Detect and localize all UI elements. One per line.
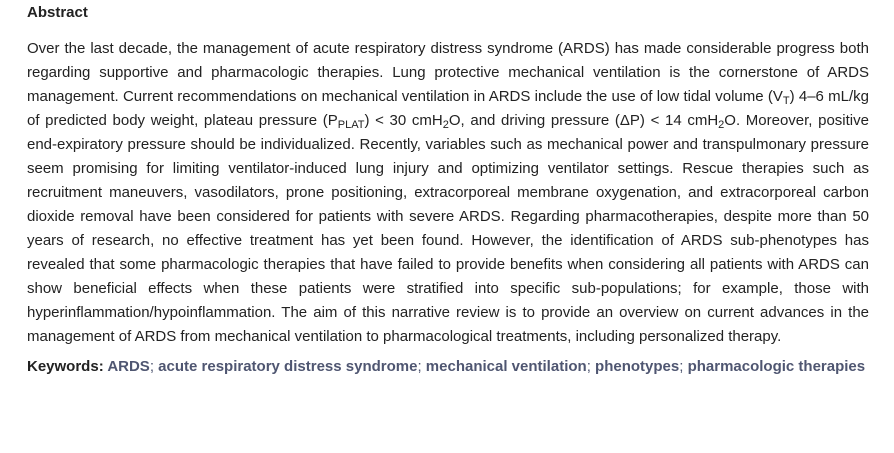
abstract-text-part-2: ) 4–6 mL/kg of predicted body weight, plateau pressure (P	[27, 88, 869, 129]
keyword-link-phenotypes[interactable]: phenotypes	[595, 358, 680, 375]
abstract-text-part-5: O. Moreover, positive end-expiratory pressure should be individualized. Recently, variables such as mechanical power and transpulmonary pressure seem promising for limiting ventilator-induced lung injury and optimizing ventilator settings. Rescue therapies such as recruitment maneuvers, vasodilators, prone positioning, extracorporeal membrane oxygenation, and extracorporeal carbon dioxide removal have been considered for patients with severe ARDS. Regarding pharmacotherapies, despite more than 50 years of research, no effective treatment has yet been found. However, the identification of ARDS sub-phenotypes has revealed that some pharmacologic therapies that have failed to provide benefits when considering all patients with ARDS can show beneficial effects when these patients were stratified into specific sub-populations; for example, those with hyperinflammation/hypoinflammation. The aim of this narrative review is to provide an overview on current advances in the management of ARDS from mechanical ventilation to pharmacological treatments, including personalized therapy.	[27, 112, 869, 345]
abstract-text-part-3: ) < 30 cmH	[364, 112, 443, 129]
abstract-text	[27, 37, 869, 349]
keyword-separator: ;	[417, 358, 422, 375]
abstract-heading: Abstract	[27, 4, 88, 21]
keyword-link-pharmacologic-therapies[interactable]: pharmacologic therapies	[687, 358, 866, 375]
keyword-link-acute-respiratory-distress-syndrome[interactable]: acute respiratory distress syndrome	[158, 358, 418, 375]
keyword-link-mechanical-ventilation[interactable]: mechanical ventilation	[425, 358, 587, 375]
keyword-separator: ;	[149, 358, 154, 375]
subscript-2a: 2	[442, 119, 449, 131]
keyword-link-ards[interactable]: ARDS	[107, 358, 150, 375]
keyword-separator: ;	[586, 358, 591, 375]
subscript-2b: 2	[718, 119, 725, 131]
subscript-t: T	[782, 95, 790, 107]
keywords-line	[27, 355, 869, 379]
keyword-separator: ;	[679, 358, 684, 375]
keywords-label: Keywords:	[27, 358, 104, 375]
abstract-text-part-4: O, and driving pressure (ΔP) < 14 cmH	[448, 112, 719, 129]
abstract-section	[0, 3, 894, 379]
abstract-text-part-1: Over the last decade, the management of acute respiratory distress syndrome (ARDS) has made considerable progress both regarding supportive and pharmacologic therapies. Lung protective mechanical ventilation is the cornerstone of ARDS management. Current recommendations on mechanical ventilation in ARDS include the use of low tidal volume (V	[27, 40, 869, 105]
subscript-plat: PLAT	[337, 119, 365, 131]
